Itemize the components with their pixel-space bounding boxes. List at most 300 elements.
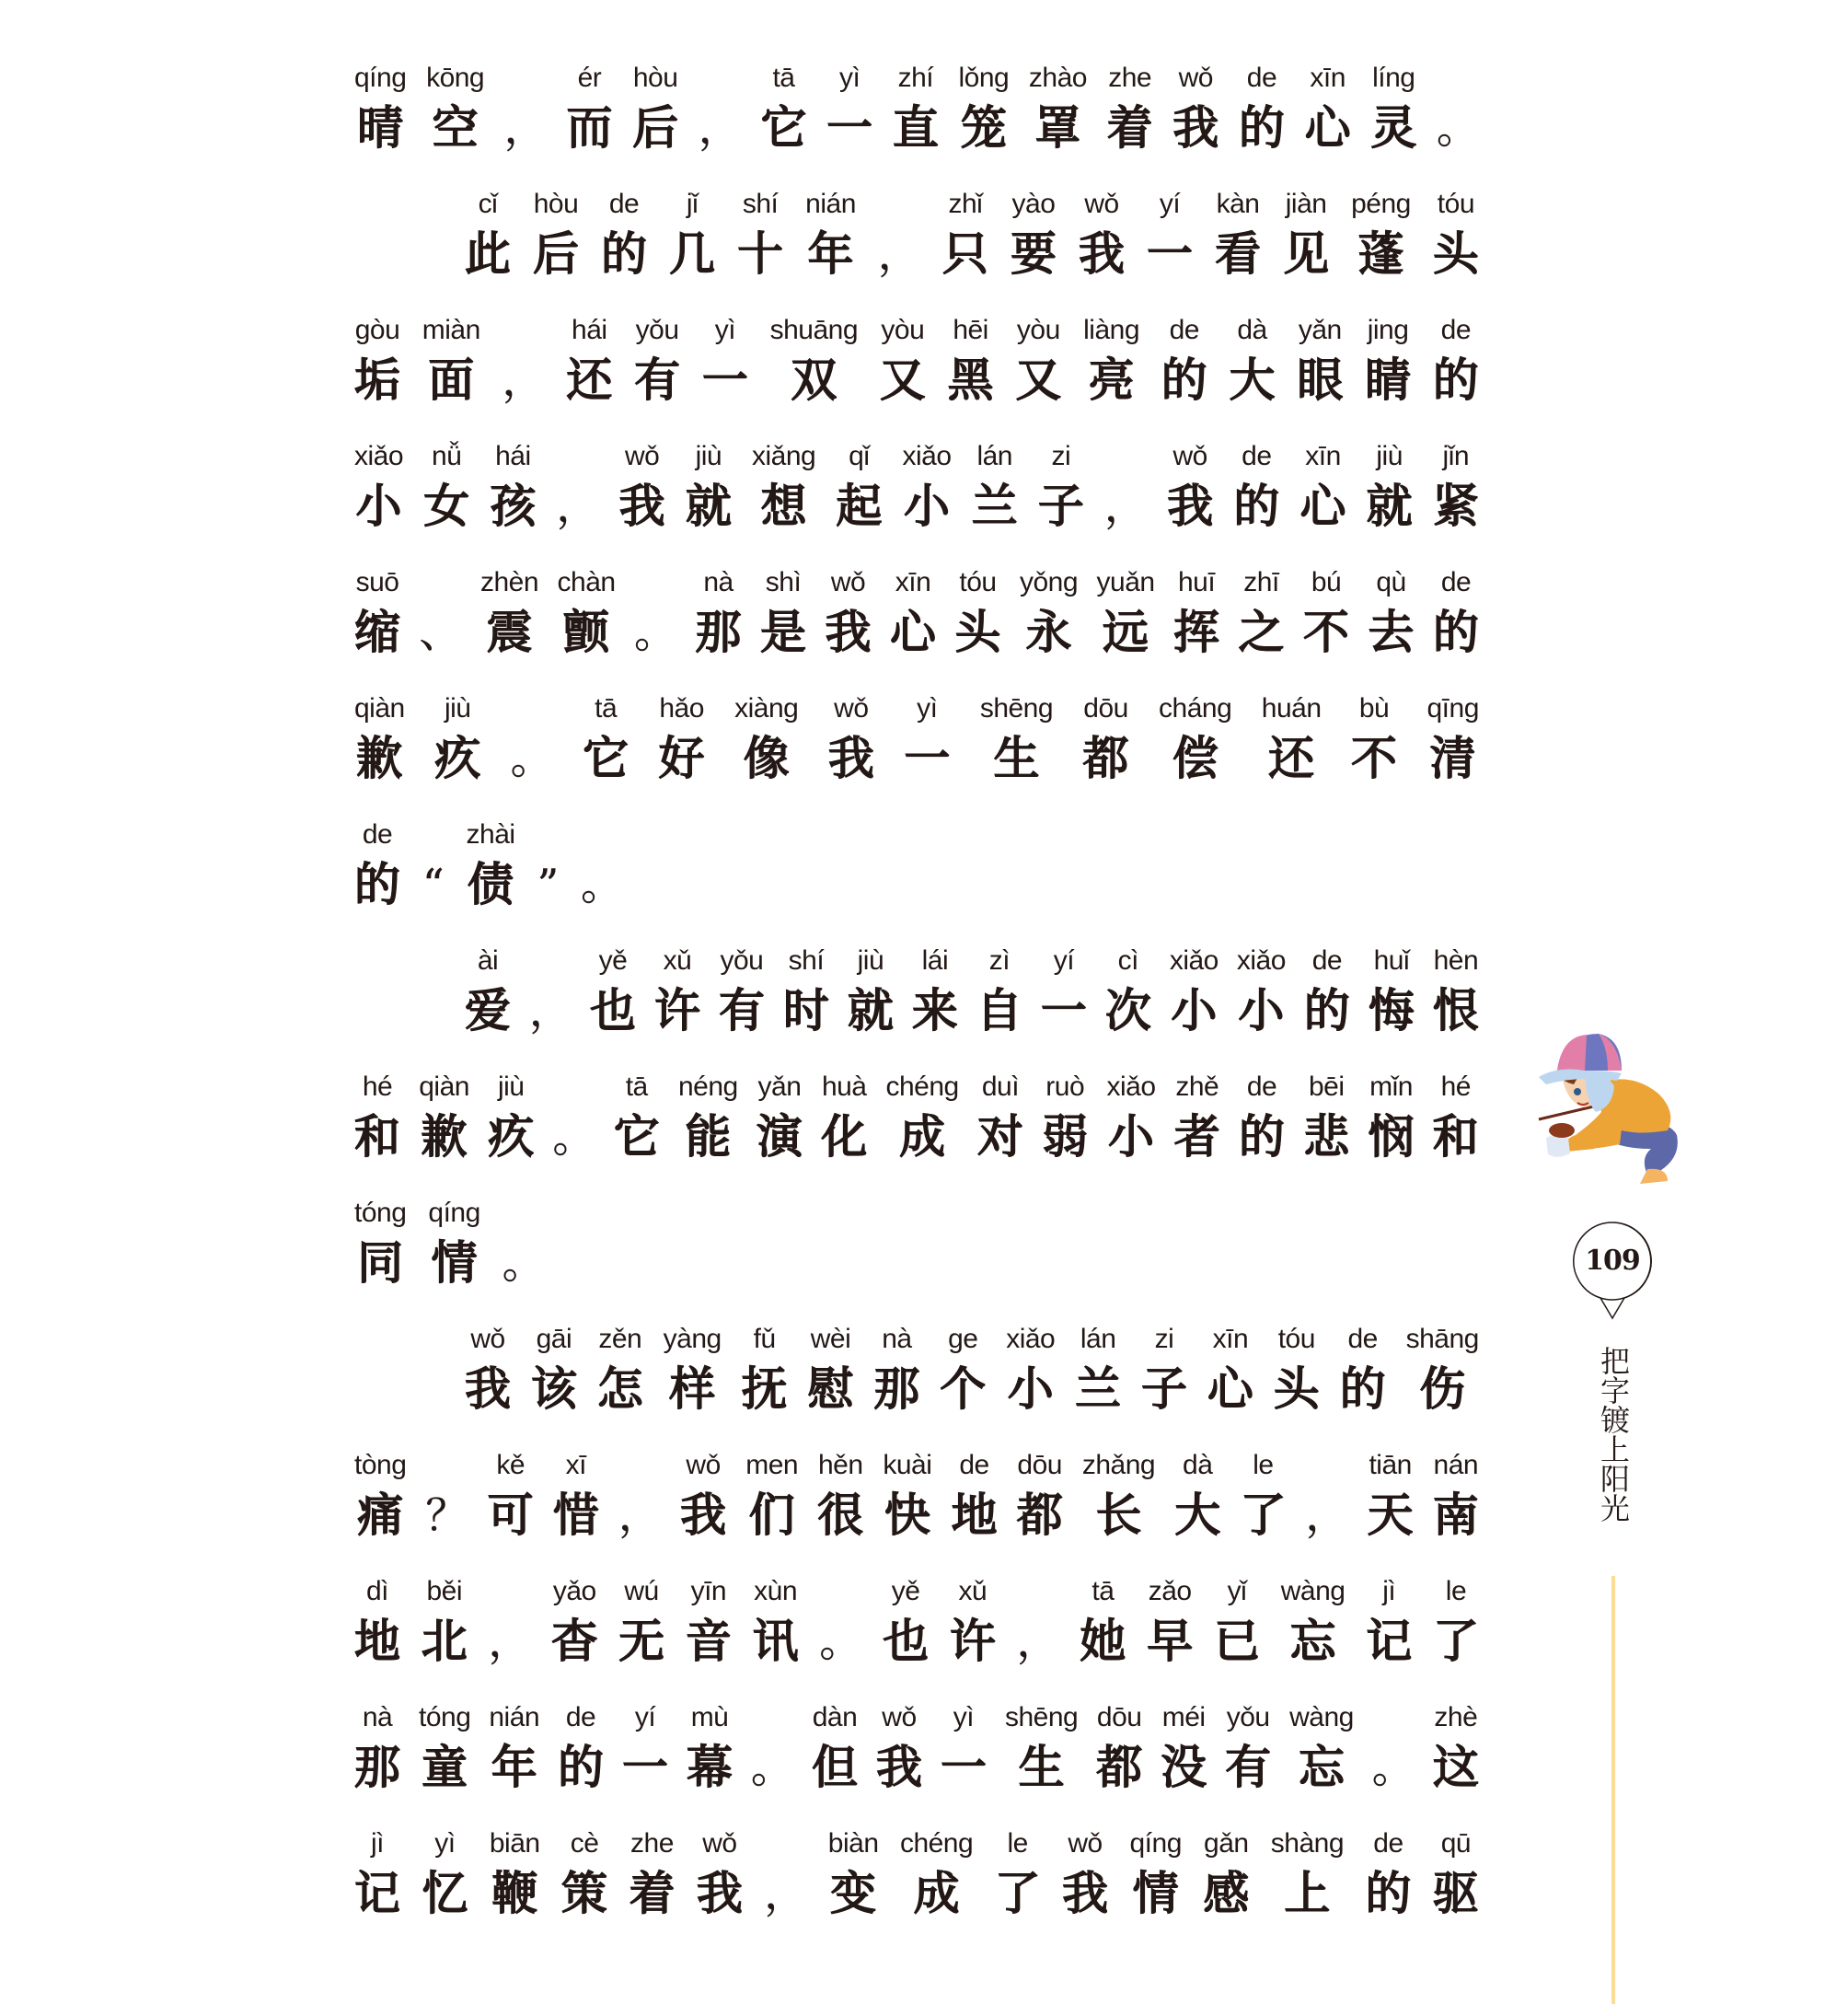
character-unit <box>1041 945 1087 1072</box>
pinyin: qù <box>1376 567 1406 597</box>
hanzi: “ <box>422 860 445 909</box>
punctuation-unit <box>751 1702 793 1828</box>
character-unit <box>629 1828 675 1954</box>
pinyin: biàn <box>827 1828 879 1859</box>
hanzi: 怎 <box>596 1361 643 1416</box>
pinyin: jiù <box>1376 441 1403 471</box>
character-unit <box>1017 1450 1063 1576</box>
hanzi: 小 <box>1238 983 1285 1037</box>
pinyin: shì <box>765 567 802 597</box>
pinyin: dōu <box>1017 1450 1062 1480</box>
character-unit <box>1225 1702 1271 1828</box>
pinyin: ge <box>948 1324 978 1354</box>
pinyin: suō <box>355 567 399 597</box>
hanzi: 痛 <box>357 1488 404 1542</box>
accent-divider-line <box>1611 1576 1615 2004</box>
pinyin: jiù <box>444 693 471 724</box>
text-line <box>354 1576 1479 1702</box>
pinyin: wǒ <box>882 1702 917 1732</box>
character-unit <box>1147 189 1193 315</box>
character-unit <box>1042 1072 1088 1198</box>
hanzi: 悯 <box>1368 1109 1415 1164</box>
pinyin: lǒng <box>958 63 1010 93</box>
pinyin: ài <box>477 945 499 976</box>
character-unit <box>422 315 480 441</box>
character-unit <box>1406 1324 1479 1450</box>
character-unit <box>1426 693 1478 819</box>
punctuation-unit <box>581 819 623 945</box>
character-unit <box>601 189 647 315</box>
pinyin: xǔ <box>958 1576 988 1606</box>
pinyin: nán <box>1433 1450 1479 1480</box>
character-unit <box>1083 315 1139 441</box>
pinyin: tóu <box>1277 1324 1315 1354</box>
character-unit <box>952 1450 998 1576</box>
pinyin: jiù <box>497 1072 525 1102</box>
character-unit <box>1237 945 1286 1072</box>
pinyin: tóu <box>1437 189 1475 219</box>
hanzi: 又 <box>1015 353 1062 407</box>
pinyin: de <box>1347 1324 1378 1354</box>
character-unit <box>954 567 1000 693</box>
character-unit <box>354 1576 400 1702</box>
character-unit <box>597 1324 643 1450</box>
pinyin: zhào <box>1028 63 1087 93</box>
pinyin: biān <box>489 1828 540 1859</box>
pinyin: dà <box>1183 1450 1213 1480</box>
hanzi: 地 <box>354 1614 400 1668</box>
pinyin: hé <box>1440 1072 1471 1102</box>
character-unit <box>696 567 742 693</box>
character-unit <box>1170 945 1219 1072</box>
hanzi: 着 <box>629 1866 676 1920</box>
pinyin: wǒ <box>830 567 866 597</box>
character-unit <box>977 1072 1023 1198</box>
hanzi: 颤 <box>563 605 610 659</box>
pinyin: wǒ <box>834 693 869 724</box>
hanzi: 我 <box>1167 479 1214 533</box>
hanzi: 鞭 <box>491 1866 538 1920</box>
punctuation-unit <box>552 1072 595 1198</box>
pinyin: jiàn <box>1285 189 1327 219</box>
hanzi: 的 <box>1238 100 1285 155</box>
character-unit <box>976 945 1022 1072</box>
hanzi: ， <box>503 103 547 153</box>
character-unit <box>760 567 806 693</box>
pinyin: de <box>1440 315 1472 345</box>
character-unit <box>1367 441 1413 567</box>
hanzi: 无 <box>618 1614 665 1668</box>
hanzi: 早 <box>1147 1614 1194 1668</box>
text-line <box>354 315 1479 441</box>
hanzi: 只 <box>941 226 988 281</box>
hanzi: ， <box>556 481 599 531</box>
pinyin: dì <box>365 1576 389 1606</box>
character-unit <box>1161 315 1207 441</box>
character-unit <box>873 1324 919 1450</box>
character-unit <box>1215 189 1261 315</box>
pinyin: gāi <box>536 1324 572 1354</box>
character-unit <box>903 441 952 567</box>
hanzi: 心 <box>1299 479 1346 533</box>
hanzi: ， <box>1016 1616 1059 1666</box>
character-unit <box>1006 1324 1055 1450</box>
hanzi: 它 <box>760 100 807 155</box>
hanzi: 是 <box>760 605 807 659</box>
punctuation-unit <box>557 441 599 567</box>
hanzi: 后 <box>533 226 580 281</box>
pinyin: lái <box>921 945 949 976</box>
character-unit <box>490 441 536 567</box>
hanzi: 这 <box>1432 1740 1479 1794</box>
character-unit <box>1167 441 1213 567</box>
hanzi: 头 <box>1273 1361 1320 1416</box>
character-unit <box>354 1450 406 1576</box>
hanzi: 睛 <box>1365 353 1412 407</box>
character-unit <box>1141 1324 1187 1450</box>
pinyin: yě <box>598 945 628 976</box>
character-unit <box>1214 1576 1260 1702</box>
hanzi: 小 <box>1107 1109 1154 1164</box>
pinyin: de <box>608 189 640 219</box>
hanzi: 我 <box>825 605 872 659</box>
pinyin: yǒng <box>1019 567 1079 597</box>
pinyin: xùn <box>754 1576 798 1606</box>
hanzi: 的 <box>1233 479 1280 533</box>
character-unit <box>619 441 665 567</box>
character-unit <box>1368 1450 1414 1576</box>
hanzi: 没 <box>1161 1740 1207 1794</box>
pinyin: tóu <box>959 567 997 597</box>
pinyin: xiǎo <box>1006 1324 1056 1354</box>
hanzi: 而 <box>566 100 613 155</box>
character-unit <box>942 189 988 315</box>
hanzi: 讯 <box>752 1614 799 1668</box>
hanzi: 大 <box>1174 1488 1221 1542</box>
pinyin: de <box>362 819 393 850</box>
character-unit <box>561 1828 607 1954</box>
hanzi: 天 <box>1367 1488 1414 1542</box>
text-line <box>354 63 1479 189</box>
character-unit <box>489 1702 539 1828</box>
character-unit <box>883 1576 929 1702</box>
pinyin: liàng <box>1083 315 1140 345</box>
hanzi: 心 <box>1304 100 1351 155</box>
character-unit <box>1015 315 1061 441</box>
pinyin: tóng <box>354 1198 407 1228</box>
hanzi: 惜 <box>552 1488 599 1542</box>
hanzi: 直 <box>892 100 939 155</box>
character-unit <box>972 441 1018 567</box>
pinyin: xǔ <box>663 945 692 976</box>
pinyin: yòu <box>1016 315 1060 345</box>
hanzi: 忆 <box>422 1866 468 1920</box>
pinyin: de <box>959 1450 989 1480</box>
hanzi: ， <box>1104 481 1148 531</box>
pinyin: mǐn <box>1369 1072 1413 1102</box>
character-unit <box>1005 1702 1078 1828</box>
character-unit <box>687 1702 733 1828</box>
pinyin: dàn <box>812 1702 858 1732</box>
hanzi: 同 <box>357 1235 404 1290</box>
pinyin: shí <box>742 189 779 219</box>
hanzi: ” <box>537 860 560 909</box>
hanzi: ， <box>618 1490 661 1540</box>
character-unit <box>697 1828 743 1954</box>
pinyin: hēi <box>953 315 988 345</box>
hanzi: 亮 <box>1088 353 1135 407</box>
character-unit <box>1159 693 1231 819</box>
text-line <box>354 189 1479 315</box>
hanzi: 了 <box>1432 1614 1479 1668</box>
character-unit <box>1369 1072 1415 1198</box>
pinyin: jǐ <box>686 189 699 219</box>
text-line <box>354 945 1479 1072</box>
character-unit <box>590 945 636 1072</box>
pinyin: hái <box>572 315 607 345</box>
character-unit <box>734 693 798 819</box>
hanzi: 来 <box>911 983 958 1037</box>
pinyin: yǎo <box>552 1576 596 1606</box>
character-unit <box>1161 1702 1207 1828</box>
hanzi: 就 <box>847 983 894 1037</box>
pinyin: huà <box>821 1072 867 1102</box>
hanzi: 一 <box>1040 983 1087 1037</box>
character-unit <box>1304 945 1350 1072</box>
pinyin: yí <box>634 1702 656 1732</box>
hanzi: 该 <box>530 1361 577 1416</box>
character-unit <box>1283 189 1329 315</box>
character-unit <box>1271 1828 1344 1954</box>
character-unit <box>745 1450 798 1576</box>
hanzi: 个 <box>940 1361 987 1416</box>
character-unit <box>912 945 958 1072</box>
hanzi: 和 <box>354 1109 400 1164</box>
pinyin: miàn <box>422 315 480 345</box>
hanzi: 去 <box>1368 605 1415 659</box>
pinyin: zěn <box>598 1324 642 1354</box>
pinyin: qíng <box>428 1198 480 1228</box>
character-unit <box>783 945 829 1072</box>
character-unit <box>836 441 882 567</box>
character-unit <box>618 1576 664 1702</box>
hanzi: 蓬 <box>1357 226 1404 281</box>
book-title-vertical: 把字镀上阳光 <box>1596 1346 1631 1523</box>
hanzi: 头 <box>954 605 1001 659</box>
pinyin: yě <box>891 1576 920 1606</box>
character-unit <box>419 1702 470 1828</box>
hanzi: 。 <box>819 1616 862 1666</box>
hanzi: 那 <box>354 1740 400 1794</box>
pinyin: wǒ <box>702 1828 737 1859</box>
character-unit <box>941 1702 987 1828</box>
hanzi: 。 <box>581 860 624 909</box>
character-unit <box>1340 1324 1386 1450</box>
character-unit <box>1433 1072 1479 1198</box>
pinyin: mù <box>690 1702 729 1732</box>
hanzi: 我 <box>680 1488 727 1542</box>
hanzi: 她 <box>1080 1614 1126 1668</box>
hanzi: 都 <box>1096 1740 1143 1794</box>
hanzi: 童 <box>422 1740 468 1794</box>
hanzi: 次 <box>1104 983 1151 1037</box>
character-unit <box>1433 189 1479 315</box>
pinyin: wǒ <box>1084 189 1119 219</box>
character-unit <box>422 1828 468 1954</box>
hanzi: 它 <box>613 1109 660 1164</box>
pinyin: lán <box>1080 1324 1116 1354</box>
hanzi: 生 <box>993 731 1040 785</box>
hanzi: 情 <box>1132 1866 1179 1920</box>
pinyin: kàn <box>1216 189 1260 219</box>
hanzi: 黑 <box>947 353 994 407</box>
character-unit <box>848 945 894 1072</box>
hanzi: 快 <box>884 1488 930 1542</box>
hanzi: 的 <box>1239 1109 1286 1164</box>
pinyin: zi <box>1154 1324 1174 1354</box>
hanzi: 伤 <box>1419 1361 1466 1416</box>
hanzi: 债 <box>468 857 514 911</box>
pinyin: qīng <box>1426 693 1479 724</box>
punctuation-unit <box>878 189 920 315</box>
hanzi: 和 <box>1432 1109 1479 1164</box>
hanzi: 抚 <box>741 1361 788 1416</box>
pinyin: le <box>1445 1576 1467 1606</box>
pinyin: zì <box>988 945 1011 976</box>
pinyin: zhè <box>1434 1702 1478 1732</box>
character-unit <box>1366 1576 1412 1702</box>
pinyin: xī <box>565 1450 586 1480</box>
character-unit <box>940 1324 986 1450</box>
pinyin: shēng <box>1004 1702 1079 1732</box>
character-unit <box>1173 567 1219 693</box>
character-unit <box>551 1576 597 1702</box>
hanzi: 疚 <box>434 731 481 785</box>
character-unit <box>1369 945 1415 1072</box>
hanzi: 、 <box>419 608 462 657</box>
pinyin: dōu <box>1096 1702 1142 1732</box>
hanzi: 能 <box>685 1109 732 1164</box>
hanzi: 要 <box>1010 226 1057 281</box>
hanzi: 歉 <box>356 731 403 785</box>
pinyin: de <box>1440 567 1472 597</box>
character-unit <box>1080 1576 1126 1702</box>
hanzi: 小 <box>904 479 951 533</box>
character-unit <box>686 1576 732 1702</box>
hanzi: 几 <box>669 226 716 281</box>
character-unit <box>490 1828 540 1954</box>
pinyin: jì <box>371 1828 384 1859</box>
pinyin: yuǎn <box>1096 567 1155 597</box>
character-unit <box>1038 441 1084 567</box>
punctuation-unit <box>502 315 545 441</box>
pinyin: ruò <box>1045 1072 1085 1102</box>
punctuation-unit <box>489 1576 531 1702</box>
hanzi: 着 <box>1106 100 1153 155</box>
hanzi: 一 <box>1147 226 1194 281</box>
hanzi: 有 <box>718 983 765 1037</box>
pinyin: shēng <box>979 693 1054 724</box>
character-unit <box>664 1324 722 1450</box>
pinyin: zhě <box>1175 1072 1219 1102</box>
pinyin: yì <box>953 1702 975 1732</box>
hanzi: 弱 <box>1042 1109 1089 1164</box>
character-unit <box>553 1450 599 1576</box>
hanzi: 头 <box>1432 226 1479 281</box>
pinyin: qíng <box>354 63 407 93</box>
pinyin: xiǎo <box>1169 945 1219 976</box>
hanzi: 北 <box>421 1614 468 1668</box>
pinyin: gòu <box>354 315 400 345</box>
punctuation-unit <box>1372 1702 1415 1828</box>
hanzi: 。 <box>1371 1743 1415 1792</box>
character-unit <box>1433 1450 1479 1576</box>
punctuation-unit <box>419 567 461 693</box>
character-unit <box>1230 315 1276 441</box>
character-unit <box>1433 315 1479 441</box>
pinyin: de <box>565 1702 596 1732</box>
character-unit <box>1274 1324 1320 1450</box>
hanzi: 此 <box>465 226 511 281</box>
character-unit <box>885 1072 958 1198</box>
hanzi: 我 <box>1079 226 1125 281</box>
pinyin: hòu <box>632 63 678 93</box>
pinyin: zhí <box>897 63 934 93</box>
hanzi: 慰 <box>807 1361 854 1416</box>
character-unit <box>1239 1072 1285 1198</box>
character-unit <box>760 63 806 189</box>
hanzi: 感 <box>1203 1866 1250 1920</box>
hanzi: 的 <box>354 857 400 911</box>
hanzi: 也 <box>883 1614 930 1668</box>
character-unit <box>812 1702 858 1828</box>
hanzi: 时 <box>782 983 829 1037</box>
character-unit <box>883 1450 931 1576</box>
hanzi: 上 <box>1284 1866 1331 1920</box>
hanzi: 的 <box>558 1740 605 1794</box>
hanzi: 成 <box>913 1866 960 1920</box>
character-unit <box>1262 693 1322 819</box>
character-unit <box>426 63 484 189</box>
character-unit <box>980 693 1053 819</box>
text-line <box>354 693 1479 819</box>
hanzi: 幕 <box>687 1740 733 1794</box>
character-unit <box>1433 1702 1479 1828</box>
hanzi: 。 <box>1436 103 1479 153</box>
pinyin: men <box>745 1450 799 1480</box>
hanzi: 震 <box>486 605 533 659</box>
punctuation-unit <box>764 1828 806 1954</box>
character-unit <box>959 63 1010 189</box>
character-unit <box>680 1450 726 1576</box>
pinyin: xiǎo <box>1236 945 1286 976</box>
character-unit <box>1300 441 1346 567</box>
pinyin: huán <box>1261 693 1322 724</box>
boy-in-cap-crouching-icon <box>1530 1020 1691 1195</box>
pinyin: cǐ <box>478 189 498 219</box>
pinyin: qū <box>1440 1828 1472 1859</box>
hanzi: 疚 <box>488 1109 535 1164</box>
character-unit <box>1097 567 1155 693</box>
punctuation-unit <box>618 1450 661 1576</box>
pinyin: qíng <box>1129 1828 1182 1859</box>
hanzi: 双 <box>791 353 837 407</box>
hanzi: 灵 <box>1370 100 1417 155</box>
pinyin: wàng <box>1289 1702 1354 1732</box>
character-unit <box>1130 1828 1182 1954</box>
hanzi: 晴 <box>357 100 404 155</box>
hanzi: 的 <box>1432 353 1479 407</box>
